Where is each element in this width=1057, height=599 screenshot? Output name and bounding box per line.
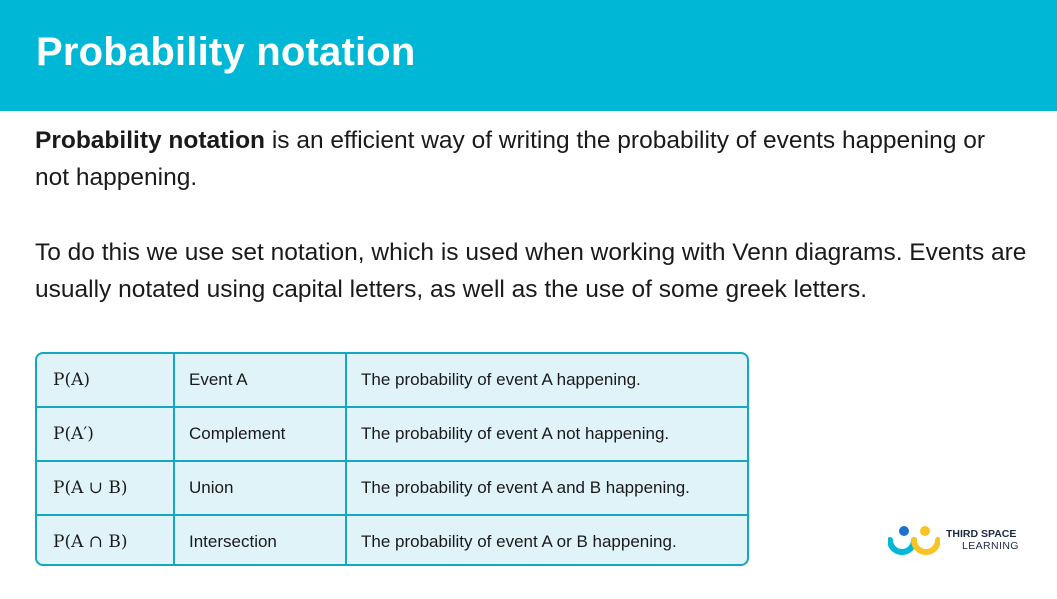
logo-line-1: THIRD SPACE — [946, 528, 1017, 540]
notation-cell: P(A ∩ B) — [37, 515, 174, 566]
table-row — [37, 407, 747, 461]
table-row — [37, 515, 747, 566]
name-cell: Event A — [174, 354, 346, 407]
description-cell: The probability of event A or B happening. — [346, 515, 747, 566]
notation-cell: P(A) — [37, 354, 174, 407]
table-row — [37, 461, 747, 515]
name-cell: Complement — [174, 407, 346, 461]
logo-mark-icon — [888, 522, 940, 558]
description-cell: The probability of event A happening. — [346, 354, 747, 407]
notation-cell: P(A ∪ B) — [37, 461, 174, 515]
table-row — [37, 354, 747, 407]
intro-bold-term: Probability notation — [35, 127, 266, 154]
intro-text: is an efficient way of writing the probability of events happening or not happening. — [35, 127, 986, 191]
notation-table — [35, 352, 749, 566]
intro-paragraph — [35, 122, 1025, 196]
third-space-learning-logo — [888, 522, 1038, 558]
name-cell: Intersection — [174, 515, 346, 566]
page-title: Probability notation — [36, 30, 416, 74]
logo-text — [946, 528, 1019, 552]
description-cell: The probability of event A not happening. — [346, 407, 747, 461]
set-notation-paragraph: To do this we use set notation, which is used when working with Venn diagrams. Events are usually notated using capital letters, as well as the use of some greek letters. — [35, 239, 1027, 303]
name-cell: Union — [174, 461, 346, 515]
description-cell: The probability of event A and B happening. — [346, 461, 747, 515]
logo-line-2: LEARNING — [962, 540, 1019, 552]
notation-cell: P(A′) — [37, 407, 174, 461]
header-banner — [0, 0, 1057, 111]
